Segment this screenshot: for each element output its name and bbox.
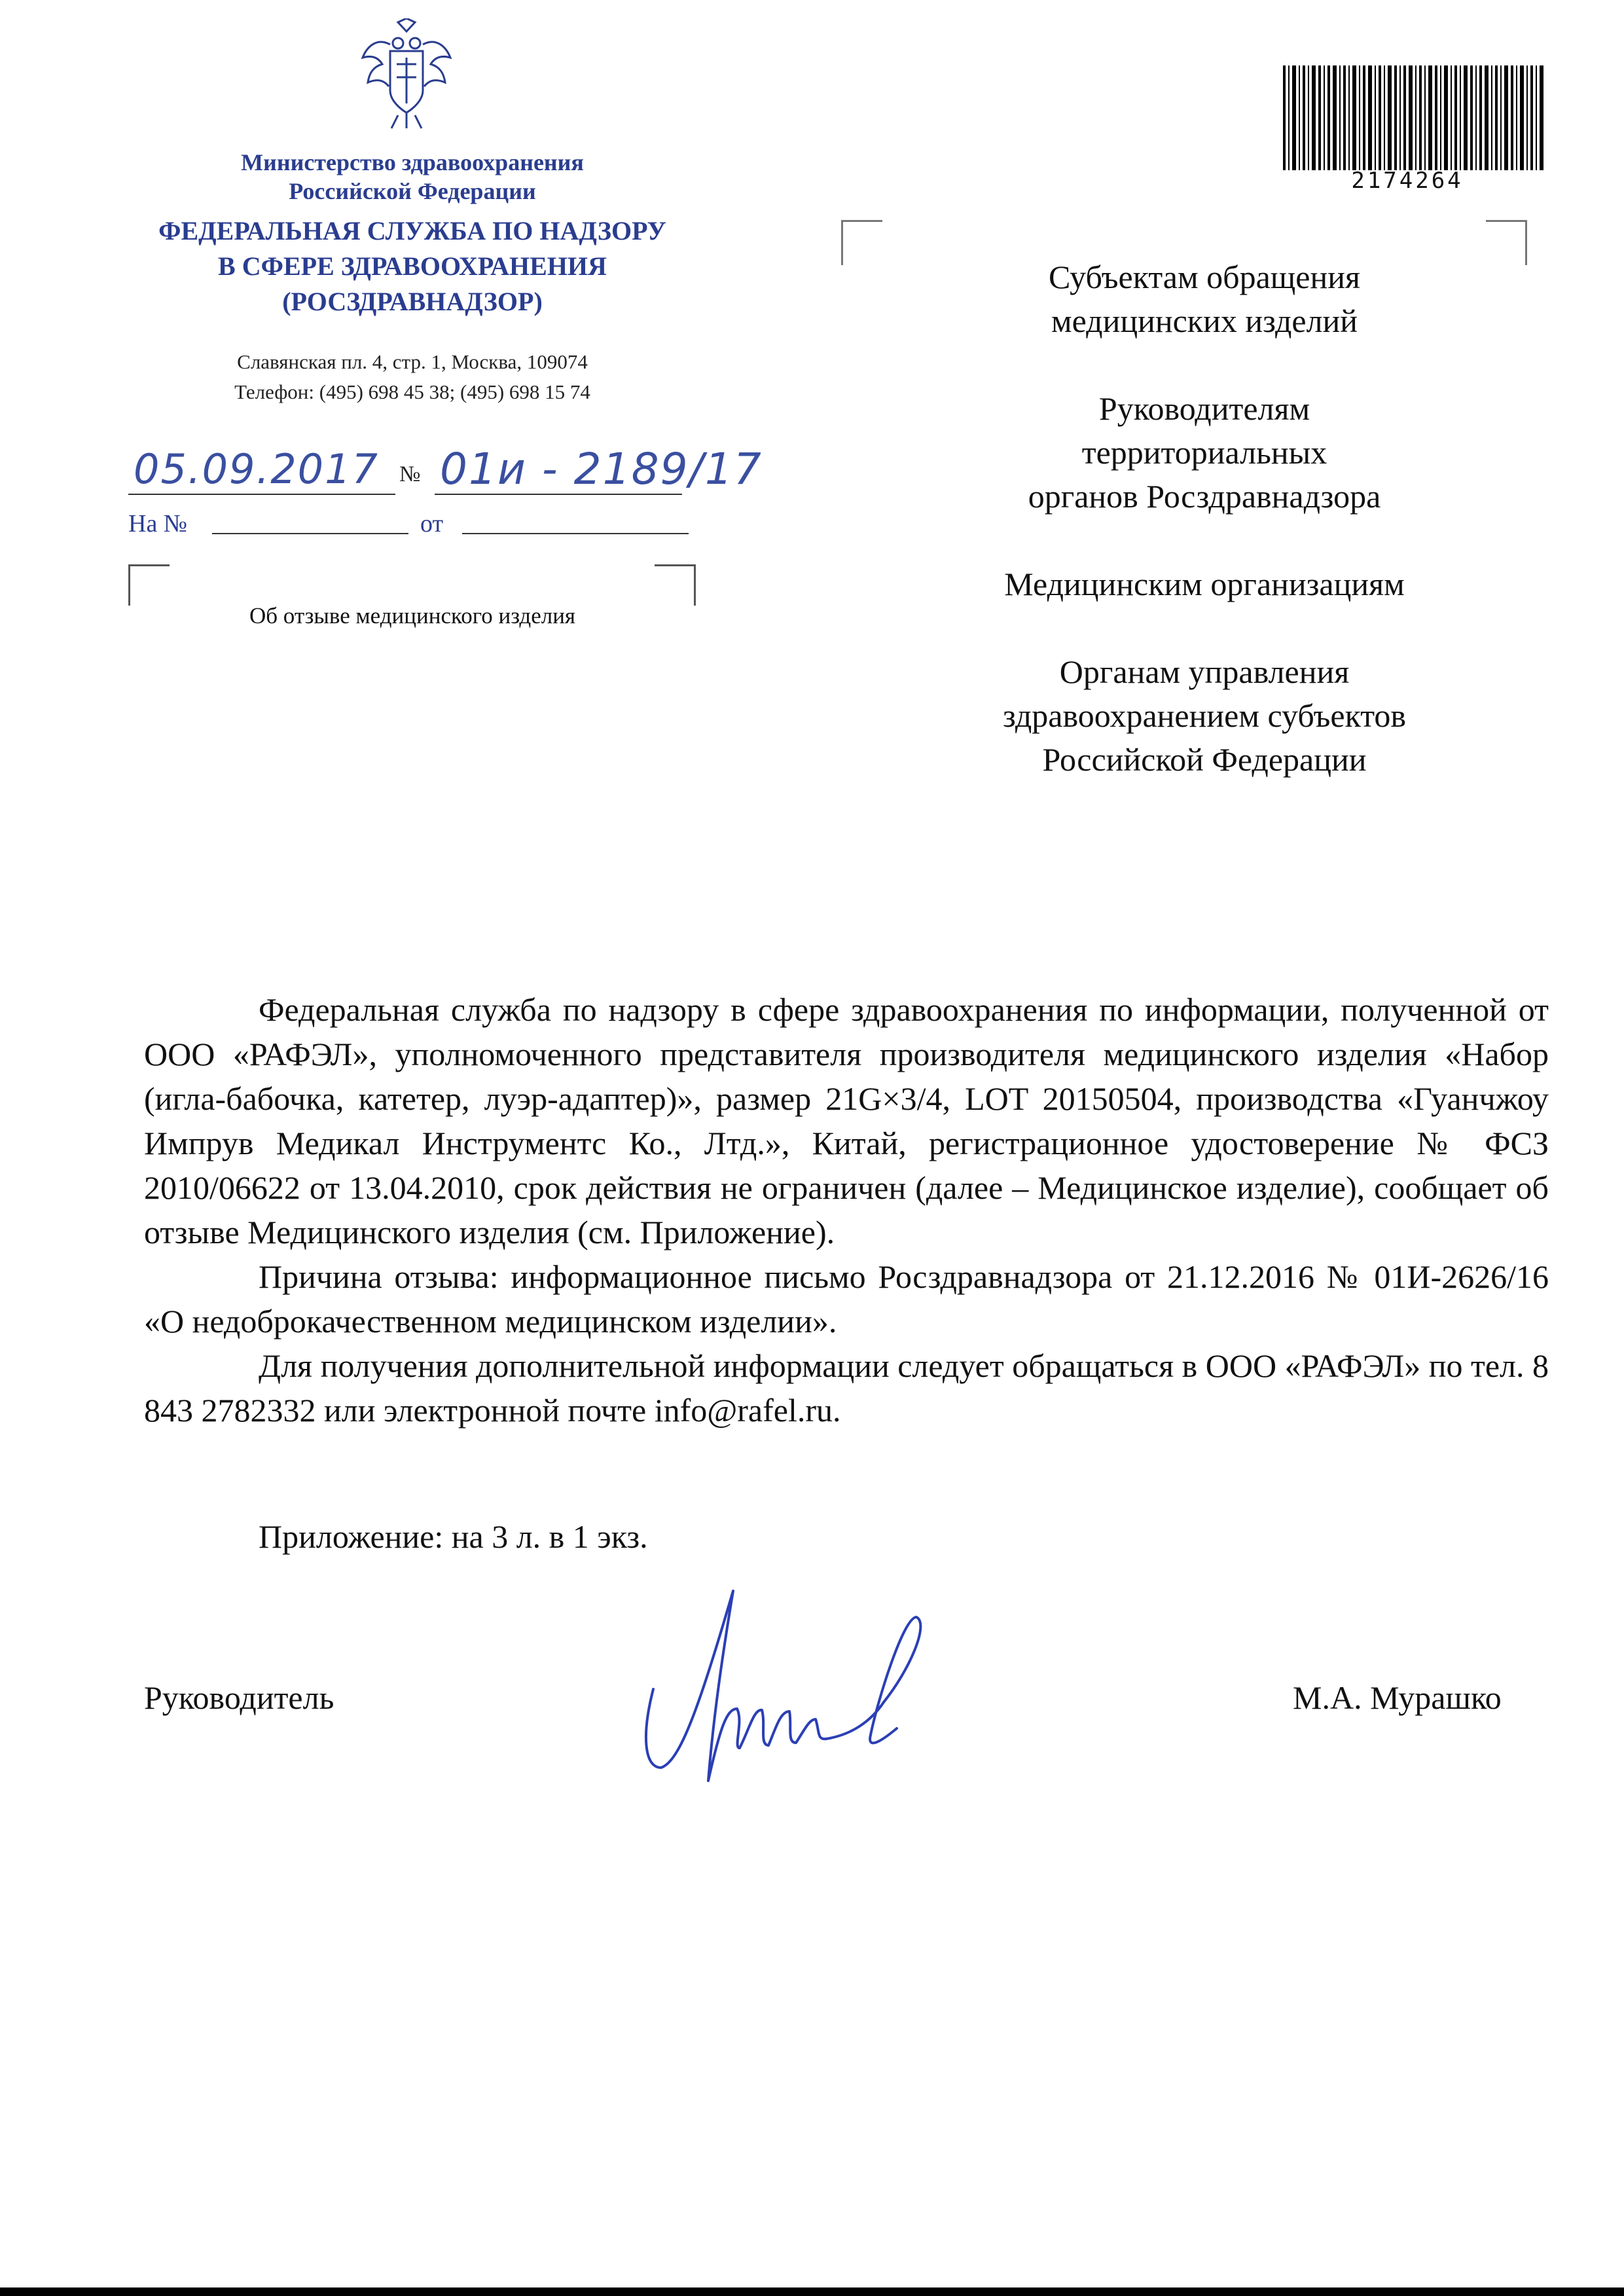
body-paragraph-1: Федеральная служба по надзору в сфере здравоохранения по информации, полученной от ООО «РАФЭЛ», уполномоченного представителя производителя медицинского изделия «Набор (игла-бабочка, катетер, луэр-адаптер)», размер 21G×3/4, LOT 20150504, производства «Гуанчжоу Импрув Медикал Инструментс Ко., Лтд.», Китай, регистрационное удостоверение № ФСЗ 2010/06622 от 13.04.2010, срок действия не ограничен (далее – Медицинское изделие), сообщает об отзыве Медицинского изделия (см. Приложение).	[144, 991, 1549, 1250]
attachment-note: Приложение: на 3 л. в 1 экз.	[259, 1518, 648, 1555]
addressee-block	[877, 255, 1532, 826]
agency-contacts	[131, 347, 694, 407]
agency-line-2: В СФЕРЕ ЗДРАВООХРАНЕНИЯ	[218, 251, 607, 281]
barcode-bars	[1283, 65, 1545, 170]
addressee-group	[877, 562, 1532, 606]
reference-number-label: На №	[128, 510, 188, 538]
addressee-group	[877, 255, 1532, 343]
body-paragraph-3: Для получения дополнительной информации следует обращаться в ООО «РАФЭЛ» по тел. 8 843 2782332 или электронной почте info@rafel.ru.	[144, 1347, 1549, 1429]
agency-phone: Телефон: (495) 698 45 38; (495) 698 15 74	[234, 380, 590, 403]
outgoing-registration	[128, 439, 816, 511]
addressee-line: Руководителям	[1098, 390, 1310, 427]
reference-date-label: от	[420, 510, 444, 538]
addressee-group	[877, 387, 1532, 519]
addressee-line: Органам управления	[1059, 653, 1350, 690]
agency-line-3: (РОСЗДРАВНАДЗОР)	[282, 287, 543, 316]
addressee-group	[877, 650, 1532, 782]
signatory-name: М.А. Мурашко	[1293, 1679, 1502, 1716]
agency-line-1: ФЕДЕРАЛЬНАЯ СЛУЖБА ПО НАДЗОРУ	[158, 216, 666, 246]
reference-number-blank	[212, 533, 408, 534]
agency-name	[105, 213, 720, 319]
number-sign: №	[399, 462, 421, 486]
date-underline	[128, 494, 395, 495]
scan-bottom-edge	[0, 2287, 1624, 2296]
letter-subject: Об отзыве медицинского изделия	[249, 603, 576, 629]
addressee-line: здравоохранением субъектов	[1002, 697, 1407, 734]
number-underline	[435, 494, 682, 495]
addressee-line: медицинских изделий	[1051, 302, 1358, 339]
reference-date-blank	[462, 533, 689, 534]
addressee-line: Медицинским организациям	[1004, 566, 1405, 602]
body-paragraph-2: Причина отзыва: информационное письмо Росздравнадзора от 21.12.2016 № 01И-2626/16 «О недоброкачественном медицинском изделии».	[144, 1258, 1549, 1339]
addressee-bracket-left	[841, 220, 882, 265]
subject-bracket-right	[655, 564, 696, 606]
coat-of-arms-emblem	[359, 18, 454, 130]
barcode-number: 2174264	[1351, 168, 1464, 194]
addressee-line: Субъектам обращения	[1049, 259, 1360, 295]
letter-body	[144, 987, 1549, 1432]
registration-date: 05.09.2017	[134, 445, 379, 493]
addressee-line: Российской Федерации	[1042, 741, 1367, 778]
subject-bracket-left	[128, 564, 170, 606]
signatory-title: Руководитель	[144, 1679, 334, 1716]
addressee-line: органов Росздравнадзора	[1028, 478, 1381, 515]
ministry-name	[164, 148, 661, 206]
barcode	[1231, 26, 1597, 194]
addressee-line: территориальных	[1081, 434, 1327, 471]
ministry-line-2: Российской Федерации	[289, 178, 536, 204]
reference-row	[128, 509, 704, 542]
ministry-line-1: Министерство здравоохранения	[241, 149, 584, 175]
agency-address: Славянская пл. 4, стр. 1, Москва, 109074	[237, 350, 588, 373]
registration-number: 01и - 2189/17	[440, 444, 763, 494]
handwritten-signature	[635, 1571, 949, 1800]
